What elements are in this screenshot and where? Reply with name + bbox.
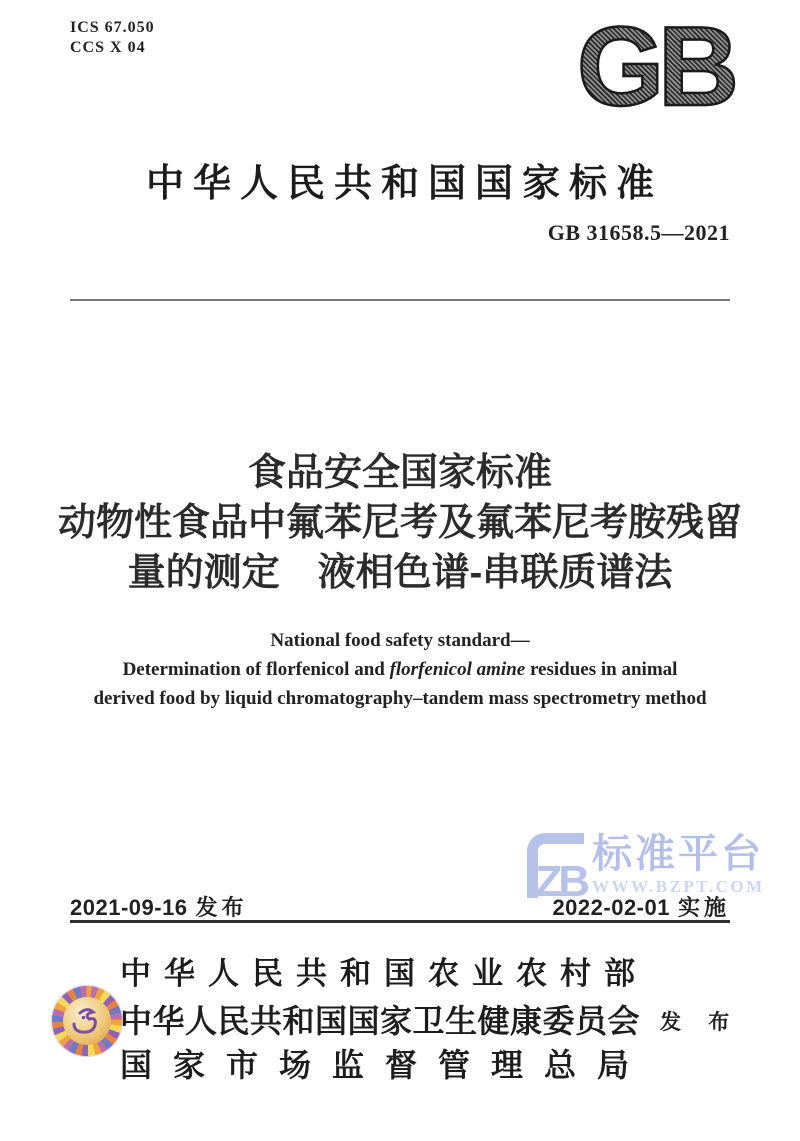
- en-title-line2-prefix: Determination of florfenicol and: [122, 659, 390, 680]
- bzpt-logo-icon: [527, 833, 586, 906]
- issue-date-value: 2021-09-16: [70, 895, 188, 920]
- publisher-line2: 中华人民共和国国家卫生健康委员会: [120, 1003, 641, 1039]
- national-standard-heading: 中华人民共和国国家标准: [145, 163, 663, 205]
- en-title-line2-suffix: residues in animal: [525, 659, 678, 680]
- cn-title-line2: 动物性食品中氟苯尼考及氟苯尼考胺残留: [57, 502, 742, 544]
- gb-logo-icon: GB: [538, 12, 733, 132]
- footer-divider: [70, 920, 730, 923]
- publishers-block: [120, 952, 740, 1088]
- watermark-text-block: [592, 833, 765, 897]
- en-title-line2-italic: florfenicol amine: [389, 659, 526, 680]
- document-title-en: [0, 626, 800, 713]
- publisher-line3: 国家市场监督管理总局: [120, 1047, 651, 1083]
- en-title-line3: derived food by liquid chromatography–tandem mass spectrometry method: [93, 688, 707, 709]
- ministry-seal-icon: [51, 985, 123, 1057]
- standard-number: GB 31658.5—2021: [547, 220, 730, 245]
- en-title-line2: [0, 655, 800, 684]
- ics-code: ICS 67.050: [70, 19, 155, 36]
- implement-date: [552, 891, 730, 922]
- ccs-code: CCS X 04: [70, 39, 146, 56]
- en-title-line1: National food safety standard—: [270, 630, 530, 651]
- watermark-url: WWW.BZPT.COM: [592, 877, 765, 896]
- classification-codes: [70, 18, 155, 58]
- seal-inner-disc: [63, 997, 111, 1045]
- document-title-cn: [0, 448, 800, 598]
- dates-row: [70, 891, 730, 922]
- issue-date: [70, 891, 248, 922]
- publish-label: 发 布: [660, 1010, 741, 1034]
- publisher-line1: 中华人民共和国农业农村部: [120, 956, 648, 991]
- watermark: [527, 832, 765, 906]
- implement-date-value: 2022-02-01: [552, 895, 670, 920]
- header-divider: [70, 299, 730, 301]
- implement-date-label: 实施: [677, 895, 730, 920]
- seal-glyph: [70, 1004, 104, 1038]
- bzpt-logo-letters: ZB: [535, 857, 586, 906]
- cn-title-line1: 食品安全国家标准: [247, 452, 552, 494]
- watermark-name: 标准平台: [592, 832, 764, 876]
- issue-date-label: 发布: [195, 895, 248, 920]
- publisher-line2-row: [120, 996, 740, 1042]
- cn-title-line3: 量的测定 液相色谱-串联质谱法: [127, 552, 673, 594]
